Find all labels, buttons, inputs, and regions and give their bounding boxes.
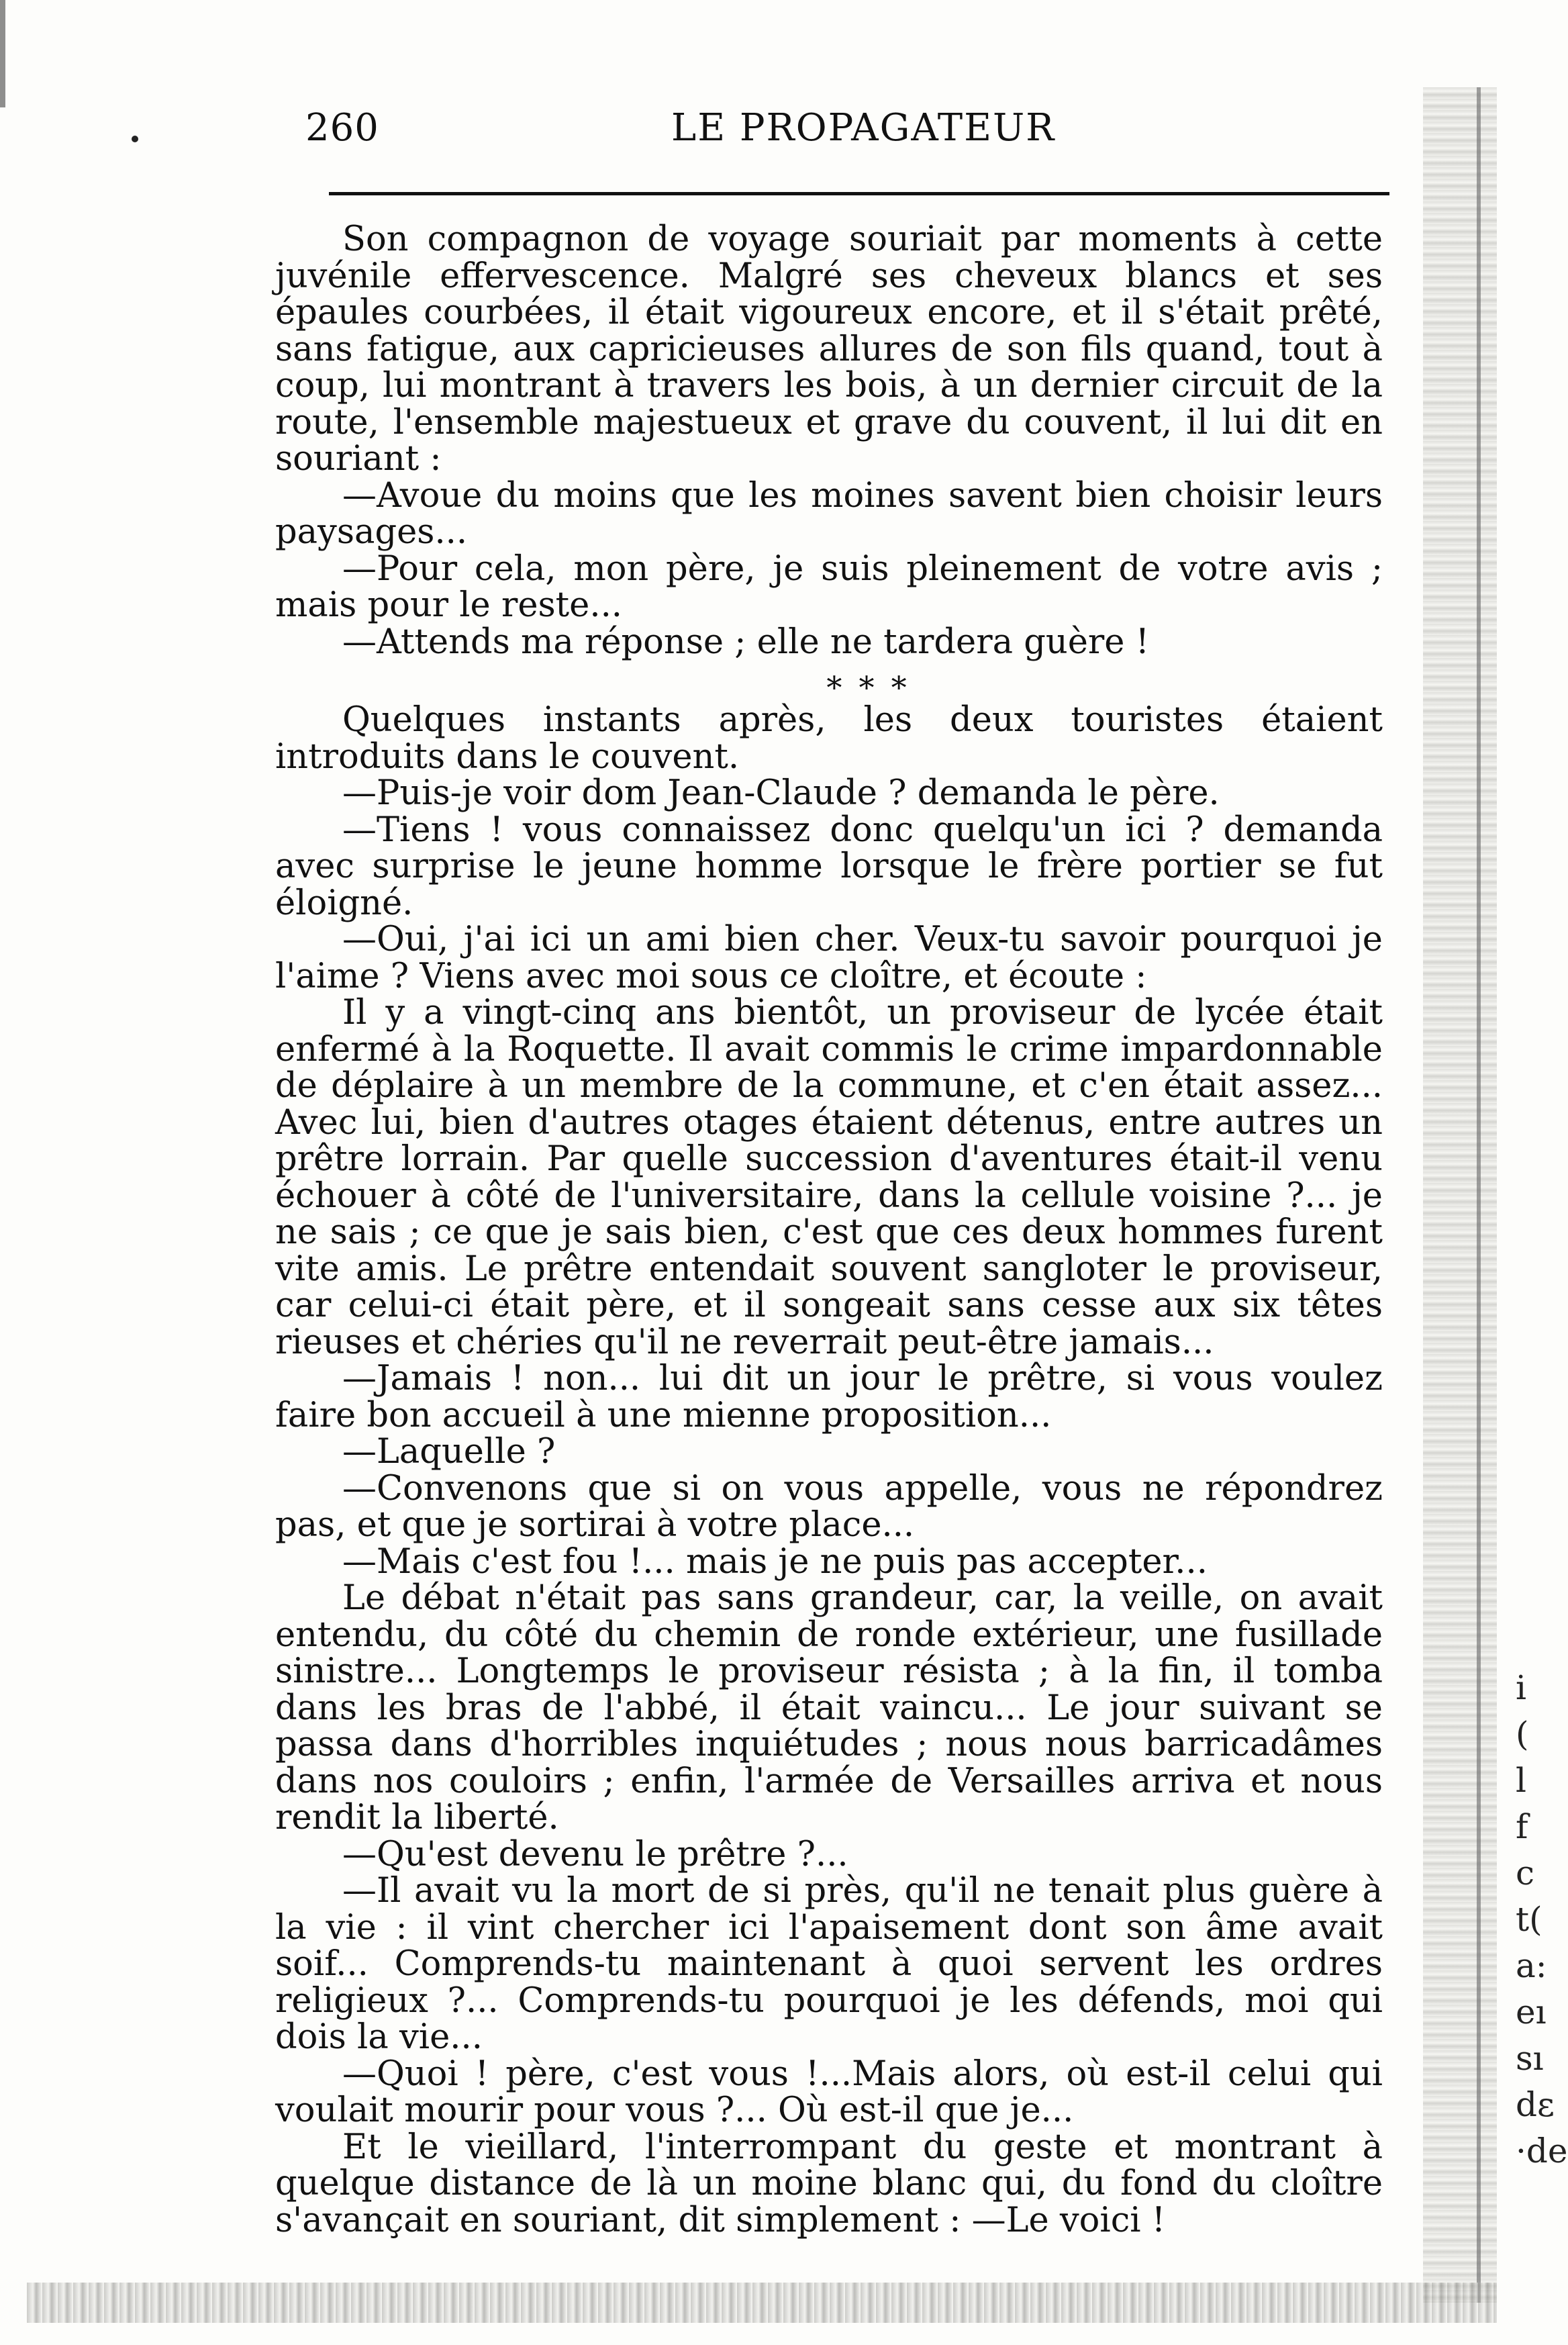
fragment: ·de	[1516, 2132, 1568, 2170]
fragment: eı	[1516, 1993, 1547, 2031]
header-rule	[329, 192, 1389, 195]
fragment: dε	[1516, 2085, 1555, 2124]
fragment: a:	[1516, 1946, 1547, 1985]
fragment: (	[1516, 1715, 1529, 1754]
paragraph: —Puis-je voir dom Jean-Claude ? demanda le père.	[342, 773, 1220, 813]
binding-edge	[1477, 87, 1481, 2303]
adjacent-page-fragments	[1516, 1665, 1568, 2174]
scan-edge-mark	[0, 0, 5, 107]
fragment: i	[1516, 1668, 1526, 1707]
paragraph: Son compagnon de voyage souriait par moments à cette juvénile effervescence. Malgré ses cheveux blancs et ses épaules courbées, il était vigoureux encore, et il s'était prêté, sans fatigue, aux capricieuses allures de son fils quand, tout à coup, lui montrant à travers les bois, à un dernier circuit de la route, l'ensemble majestueux et grave du couvent, il lui dit en souriant :	[275, 220, 1383, 479]
paragraph: —Quoi ! père, c'est vous !...Mais alors, où est-il celui qui voulait mourir pour vous ?... Où est-il que je...	[275, 2054, 1383, 2130]
paragraph: —Avoue du moins que les moines savent bien choisir leurs paysages...	[275, 475, 1383, 552]
section-separator: * * *	[826, 669, 912, 706]
fragment: t(	[1516, 1900, 1542, 1939]
fragment: l	[1516, 1761, 1526, 1800]
paragraph: —Qu'est devenu le prêtre ?...	[342, 1834, 848, 1874]
paragraph: Il y a vingt-cinq ans bientôt, un proviseur de lycée était enfermé à la Roquette. Il avait commis le crime impardonnable de déplaire à un membre de la commune, et c'en était assez... Avec lui, bien d'autres otages étaient détenus, entre autres un prêtre lorrain. Par quelle succession d'aventures était-il venu échouer à côté de l'universitaire, dans la cellule voisine ?... je ne sais ; ce que je sais bien, c'est que ces deux hommes furent vite amis. Le prêtre entendait souvent sangloter le proviseur, car celui-ci était père, et il songeait sans cesse aux six têtes rieuses et chéries qu'il ne reverrait peut-être jamais...	[275, 993, 1383, 1362]
paragraph: —Oui, j'ai ici un ami bien cher. Veux-tu savoir pourquoi je l'aime ? Viens avec moi sous ce cloître, et écoute :	[275, 920, 1383, 996]
body-text	[275, 222, 1383, 2239]
paragraph: —Il avait vu la mort de si près, qu'il ne tenait plus guère à la vie : il vint chercher ici l'apaisement dont son âme avait soif... Comprends-tu maintenant à quoi servent les ordres religieux ?... Comprends-tu pourquoi je les défends, moi qui dois la vie...	[275, 1871, 1383, 2057]
scan-bottom-edge	[27, 2283, 1497, 2323]
paragraph: —Pour cela, mon père, je suis pleinement de votre avis ; mais pour le reste...	[275, 548, 1383, 625]
paragraph: Le débat n'était pas sans grandeur, car, la veille, on avait entendu, du côté du chemin de ronde extérieur, une fusillade sinistre... Longtemps le proviseur résista ; à la fin, il tomba dans les bras de l'abbé, il était vaincu... Le jour suivant se passa dans d'horribles inquiétudes ; nous nous barricadâmes dans nos couloirs ; enfin, l'armée de Versailles arriva et nous rendit la liberté.	[275, 1578, 1383, 1837]
fragment: f	[1516, 1807, 1528, 1846]
page-number: 260	[305, 106, 379, 150]
fragment: c	[1516, 1854, 1535, 1893]
binding-shadow	[1423, 87, 1497, 2303]
paragraph: —Convenons que si on vous appelle, vous ne répondrez pas, et que je sortirai à votre place...	[275, 1468, 1383, 1545]
paragraph: —Tiens ! vous connaissez donc quelqu'un ici ? demanda avec surprise le jeune homme lorsque le frère portier se fut éloigné.	[275, 810, 1383, 923]
running-title: LE PROPAGATEUR	[671, 106, 1056, 150]
paragraph: —Attends ma réponse ; elle ne tardera guère !	[342, 622, 1150, 662]
paragraph: Quelques instants après, les deux touristes étaient introduits dans le couvent.	[275, 700, 1383, 777]
paragraph: —Mais c'est fou !... mais je ne puis pas accepter...	[342, 1541, 1208, 1582]
paragraph: Et le vieillard, l'interrompant du geste et montrant à quelque distance de là un moine blanc qui, du fond du cloître s'avançait en souriant, dit simplement : —Le voici !	[275, 2127, 1383, 2240]
margin-dot	[132, 136, 138, 142]
paragraph: —Laquelle ?	[342, 1432, 556, 1472]
fragment: sı	[1516, 2039, 1544, 2078]
paragraph: —Jamais ! non... lui dit un jour le prêtre, si vous voulez faire bon accueil à une mienne proposition...	[275, 1359, 1383, 1435]
